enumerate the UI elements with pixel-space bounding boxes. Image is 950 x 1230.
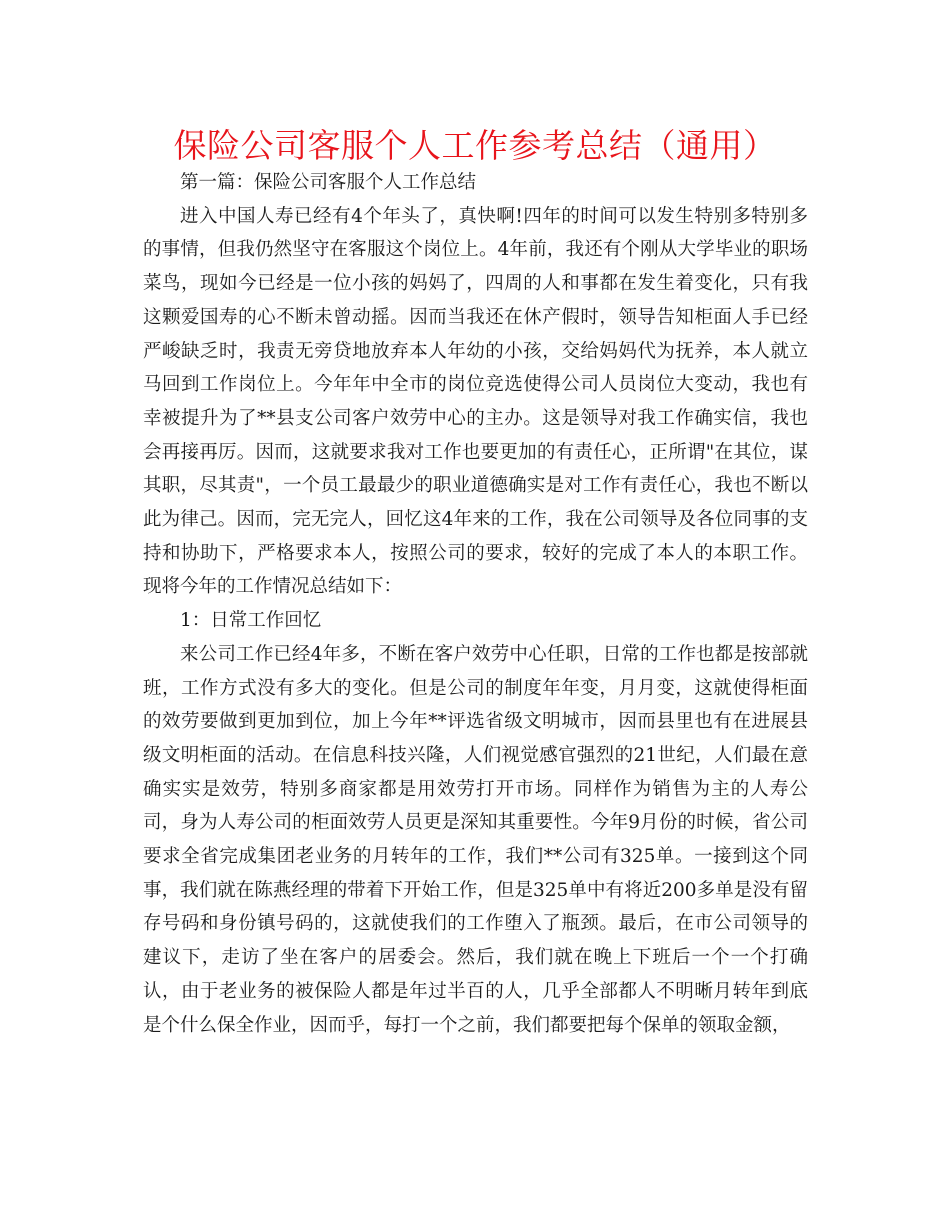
body-paragraph-intro: 进入中国人寿已经有4个年头了，真快啊!四年的时间可以发生特别多特别多的事情，但我仍然坚守在客服这个岗位上。4年前，我还有个刚从大学毕业的职场菜鸟，现如今已经是一位小孩的妈妈了，四周的人和事都在发生着变化，只有我这颗爱国寿的心不断未曾动摇。因而当我还在休产假时，领导告知柜面人手已经严峻缺乏时，我责无旁贷地放弃本人年幼的小孩，交给妈妈代为抚养，本人就立马回到工作岗位上。今年年中全市的岗位竞选使得公司人员岗位大变动，我也有幸被提升为了**县支公司客户效劳中心的主办。这是领导对我工作确实信，我也会再接再厉。因而，这就要求我对工作也要更加的有责任心，正所谓"在其位，谋其职，尽其责"，一个员工最最少的职业道德确实是对工作有责任心，我也不断以此为律己。因而，完无完人，回忆这4年来的工作，我在公司领导及各位同事的支持和协助下，严格要求本人，按照公司的要求，较好的完成了本人的本职工作。现将今年的工作情况总结如下：: [143, 205, 808, 598]
section-heading-daily-work: 1：日常工作回忆: [180, 610, 322, 632]
section-heading-first-article: 第一篇：保险公司客服个人工作总结: [180, 172, 477, 193]
document-title: 保险公司客服个人工作参考总结（通用）: [173, 126, 777, 165]
body-paragraph-daily-work: 来公司工作已经4年多，不断在客户效劳中心任职，日常的工作也都是按部就班，工作方式没有多大的变化。但是公司的制度年年变，月月变，这就使得柜面的效劳要做到更加到位，加上今年**评选省级文明城市，因而县里也有在进展县级文明柜面的活动。在信息科技兴隆，人们视觉感官强烈的21世纪，人们最在意确实实是效劳，特别多商家都是用效劳打开市场。同样作为销售为主的人寿公司，身为人寿公司的柜面效劳人员更是深知其重要性。今年9月份的时候，省公司要求全省完成集团老业务的月转年的工作，我们**公司有325单。一接到这个同事，我们就在陈燕经理的带着下开始工作，但是325单中有将近200多单是没有留存号码和身份镇号码的，这就使我们的工作堕入了瓶颈。最后，在市公司领导的建议下，走访了坐在客户的居委会。然后，我们就在晚上下班后一个一个打确认，由于老业务的被保险人都是年过半百的人，几乎全部都人不明晰月转年到底是个什么保全作业，因而乎，每打一个之前，我们都要把每个保单的领取金额，: [143, 643, 808, 1036]
document-body: [143, 166, 808, 1042]
